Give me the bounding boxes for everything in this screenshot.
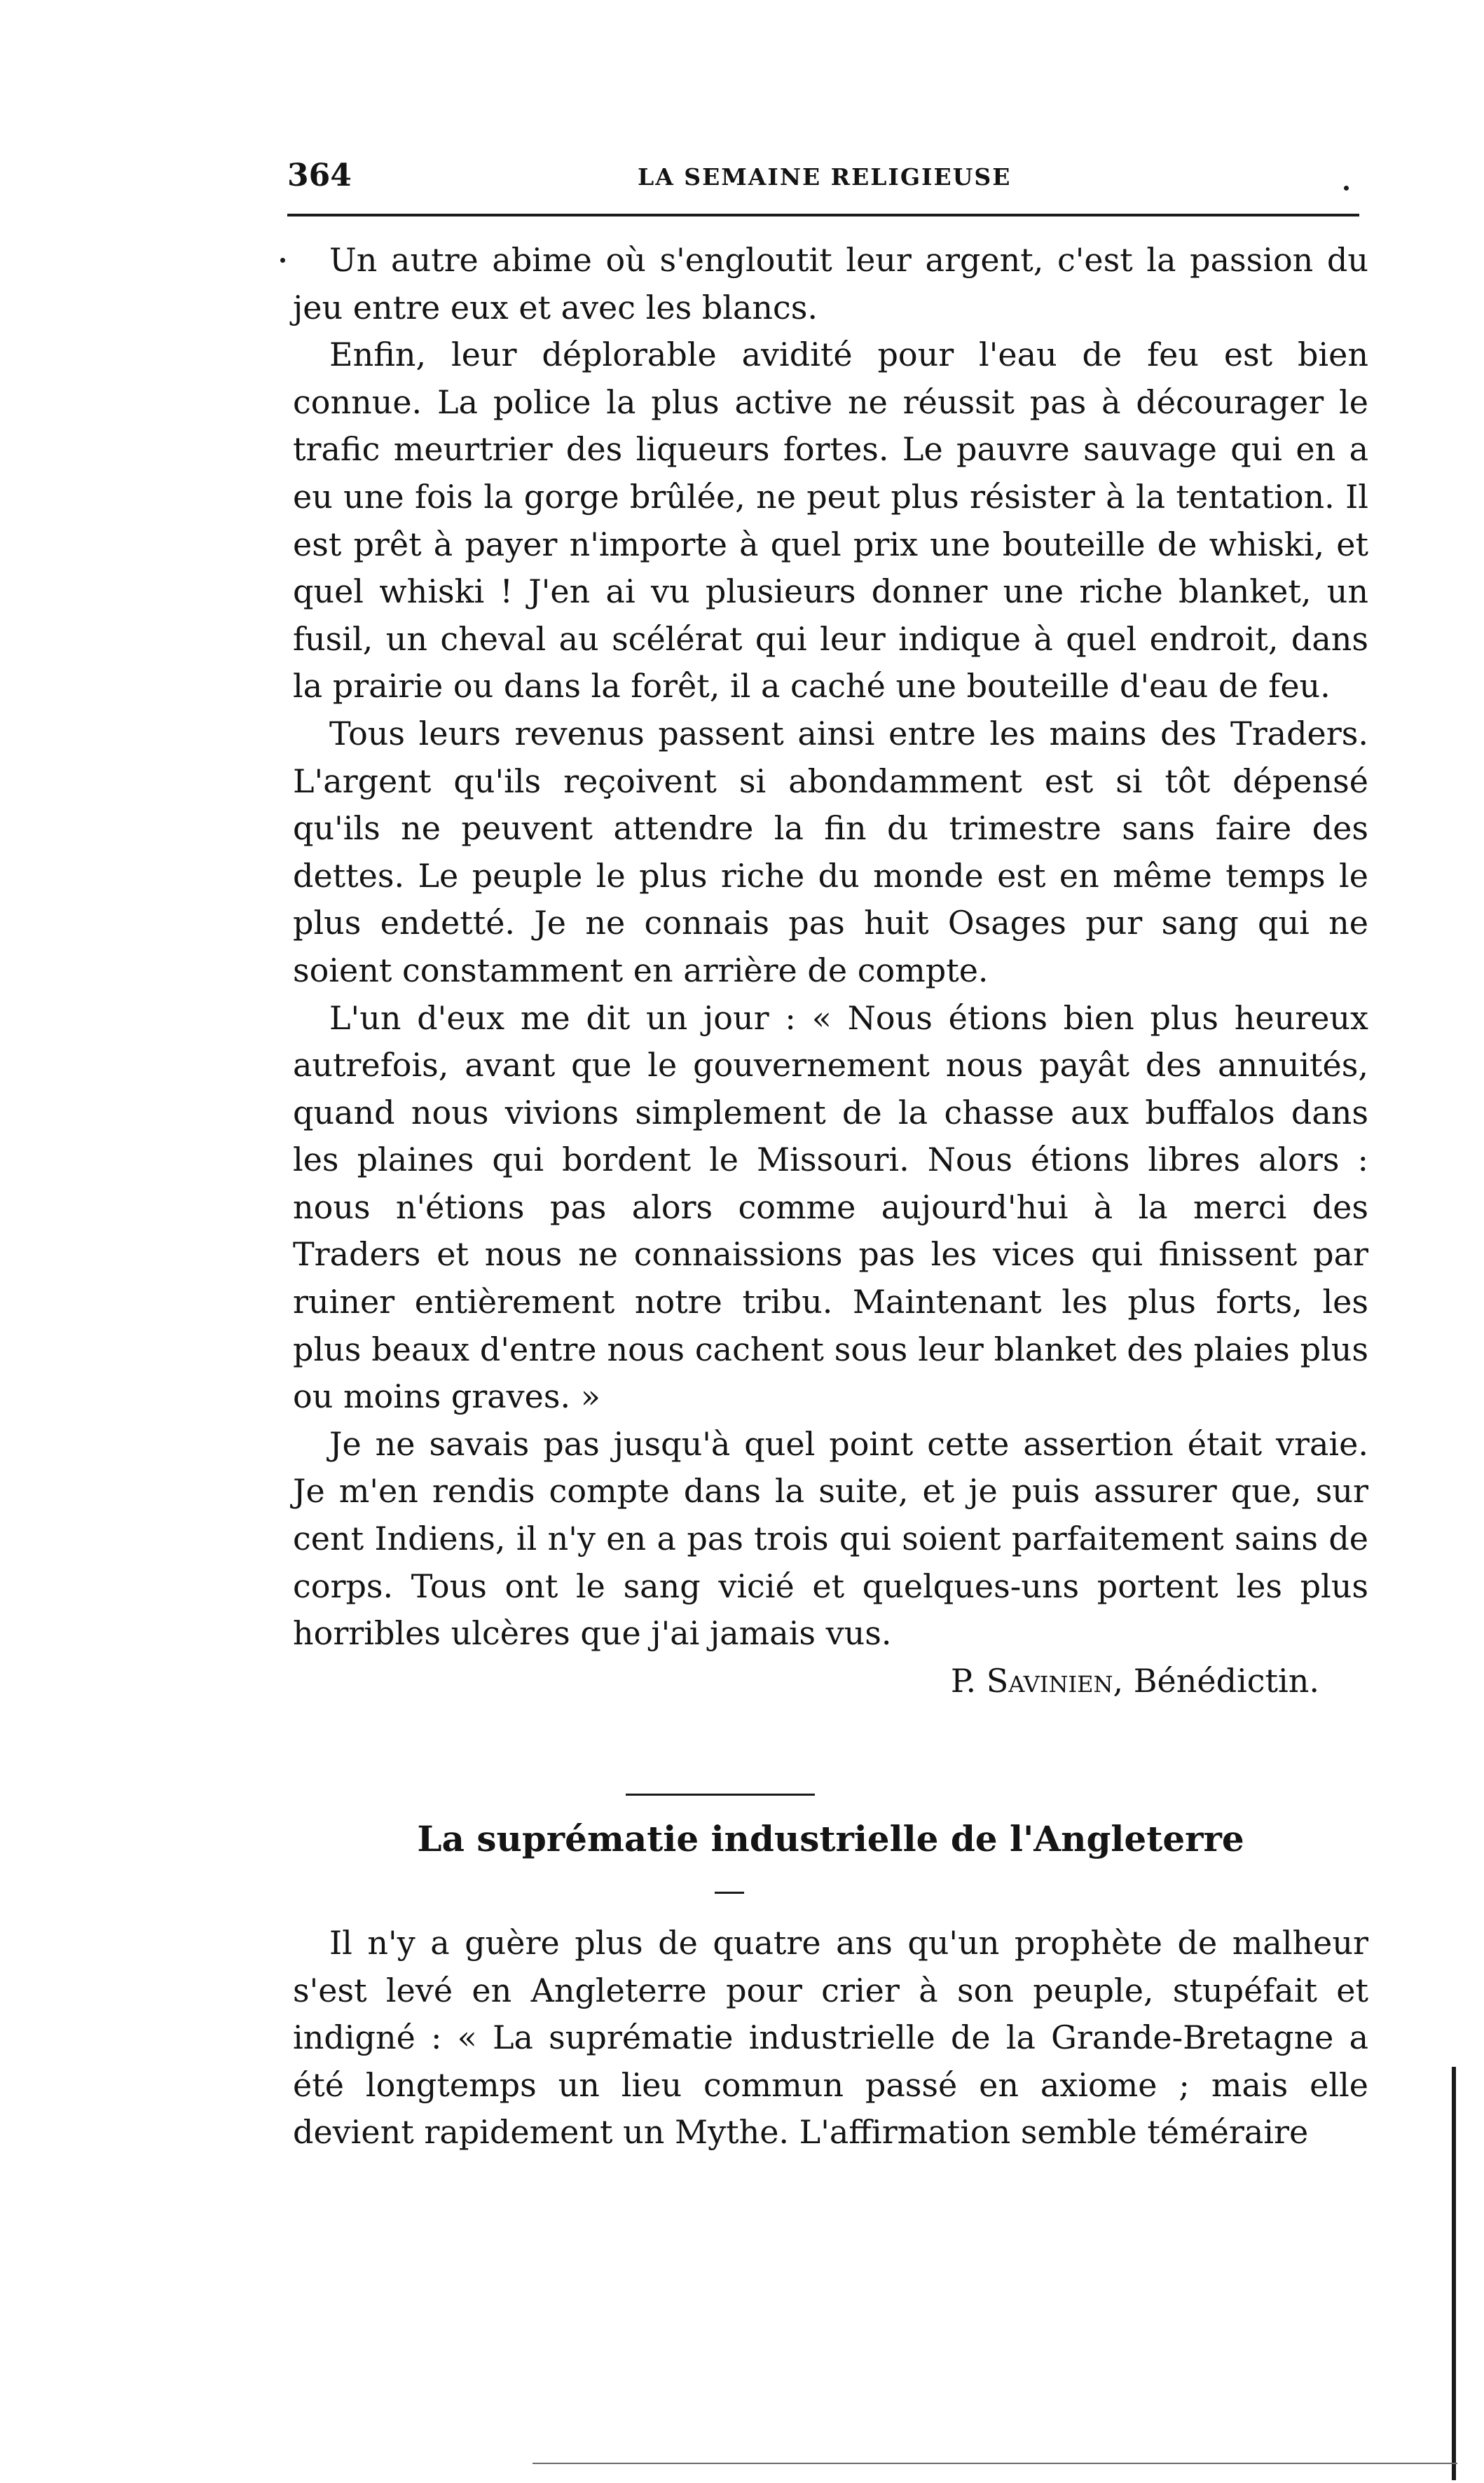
title-dash <box>715 1892 744 1894</box>
article-body <box>293 237 1368 1705</box>
section-separator <box>626 1794 815 1796</box>
page-number: 364 <box>287 158 352 193</box>
article-body <box>293 1920 1368 2157</box>
author-name: P. Savinien, <box>950 1661 1124 1700</box>
scan-bottom-edge <box>533 2463 1457 2464</box>
author-role: Bénédictin. <box>1133 1661 1319 1700</box>
paragraph: Tous leurs revenus passent ainsi entre les mains des Traders. L'argent qu'ils reçoivent si abondamment est si tôt dépensé qu'ils ne peuvent attendre la fin du trimestre sans faire des dettes. Le peuple le plus riche du monde est en même temps le plus endetté. Je ne connais pas huit Osages pur sang qui ne soient constamment en arrière de compte. <box>293 714 1368 989</box>
paragraph: L'un d'eux me dit un jour : « Nous étions bien plus heureux autrefois, avant que le gouvernement nous payât des annuités, quand nous vivions simplement de la chasse aux buffalos dans les plaines qui bordent le Missouri. Nous étions libres alors : nous n'étions pas alors comme aujourd'hui à la merci des Traders et nous ne connaissions pas les vices qui finissent par ruiner entièrement notre tribu. Maintenant les plus forts, les plus beaux d'entre nous cachent sous leur blanket des plaies plus ou moins graves. » <box>293 998 1368 1416</box>
margin-speck <box>1344 186 1349 191</box>
running-header <box>287 158 1363 207</box>
running-title: LA SEMAINE RELIGIEUSE <box>638 163 1012 191</box>
margin-speck <box>280 258 285 263</box>
paragraph: Je ne savais pas jusqu'à quel point cette assertion était vraie. Je m'en rendis compte dans la suite, et je puis assurer que, sur cent Indiens, il n'y en a pas trois qui soient parfaitement sains de corps. Tous ont le sang vicié et quelques-uns portent les plus horribles ulcères que j'ai jamais vus. <box>293 1424 1368 1653</box>
paragraph: Il n'y a guère plus de quatre ans qu'un prophète de malheur s'est levé en Angleterre pour crier à son peuple, stupéfait et indigné : « La suprématie industrielle de la Grande-Bretagne a été longtemps un lieu commun passé en axiome ; mais elle devient rapidement un Mythe. L'affirmation semble téméraire <box>293 1924 1368 2152</box>
section-title: La suprématie industrielle de l'Angleterre <box>417 1818 1244 1859</box>
paragraph: Un autre abime où s'engloutit leur argent, c'est la passion du jeu entre eux et avec les blancs. <box>293 241 1368 326</box>
header-rule <box>287 214 1359 216</box>
author-signature <box>293 1658 1368 1705</box>
scan-edge-shadow <box>1452 2067 1456 2480</box>
paragraph: Enfin, leur déplorable avidité pour l'eau de feu est bien connue. La police la plus active ne réussit pas à décourager le trafic meurtrier des liqueurs fortes. Le pauvre sauvage qui en a eu une fois la gorge brûlée, ne peut plus résister à la tentation. Il est prêt à payer n'importe à quel prix une bouteille de whiski, et quel whiski ! J'en ai vu plusieurs donner une riche blanket, un fusil, un cheval au scélérat qui leur indique à quel endroit, dans la prairie ou dans la forêt, il a caché une bouteille d'eau de feu. <box>293 336 1368 706</box>
